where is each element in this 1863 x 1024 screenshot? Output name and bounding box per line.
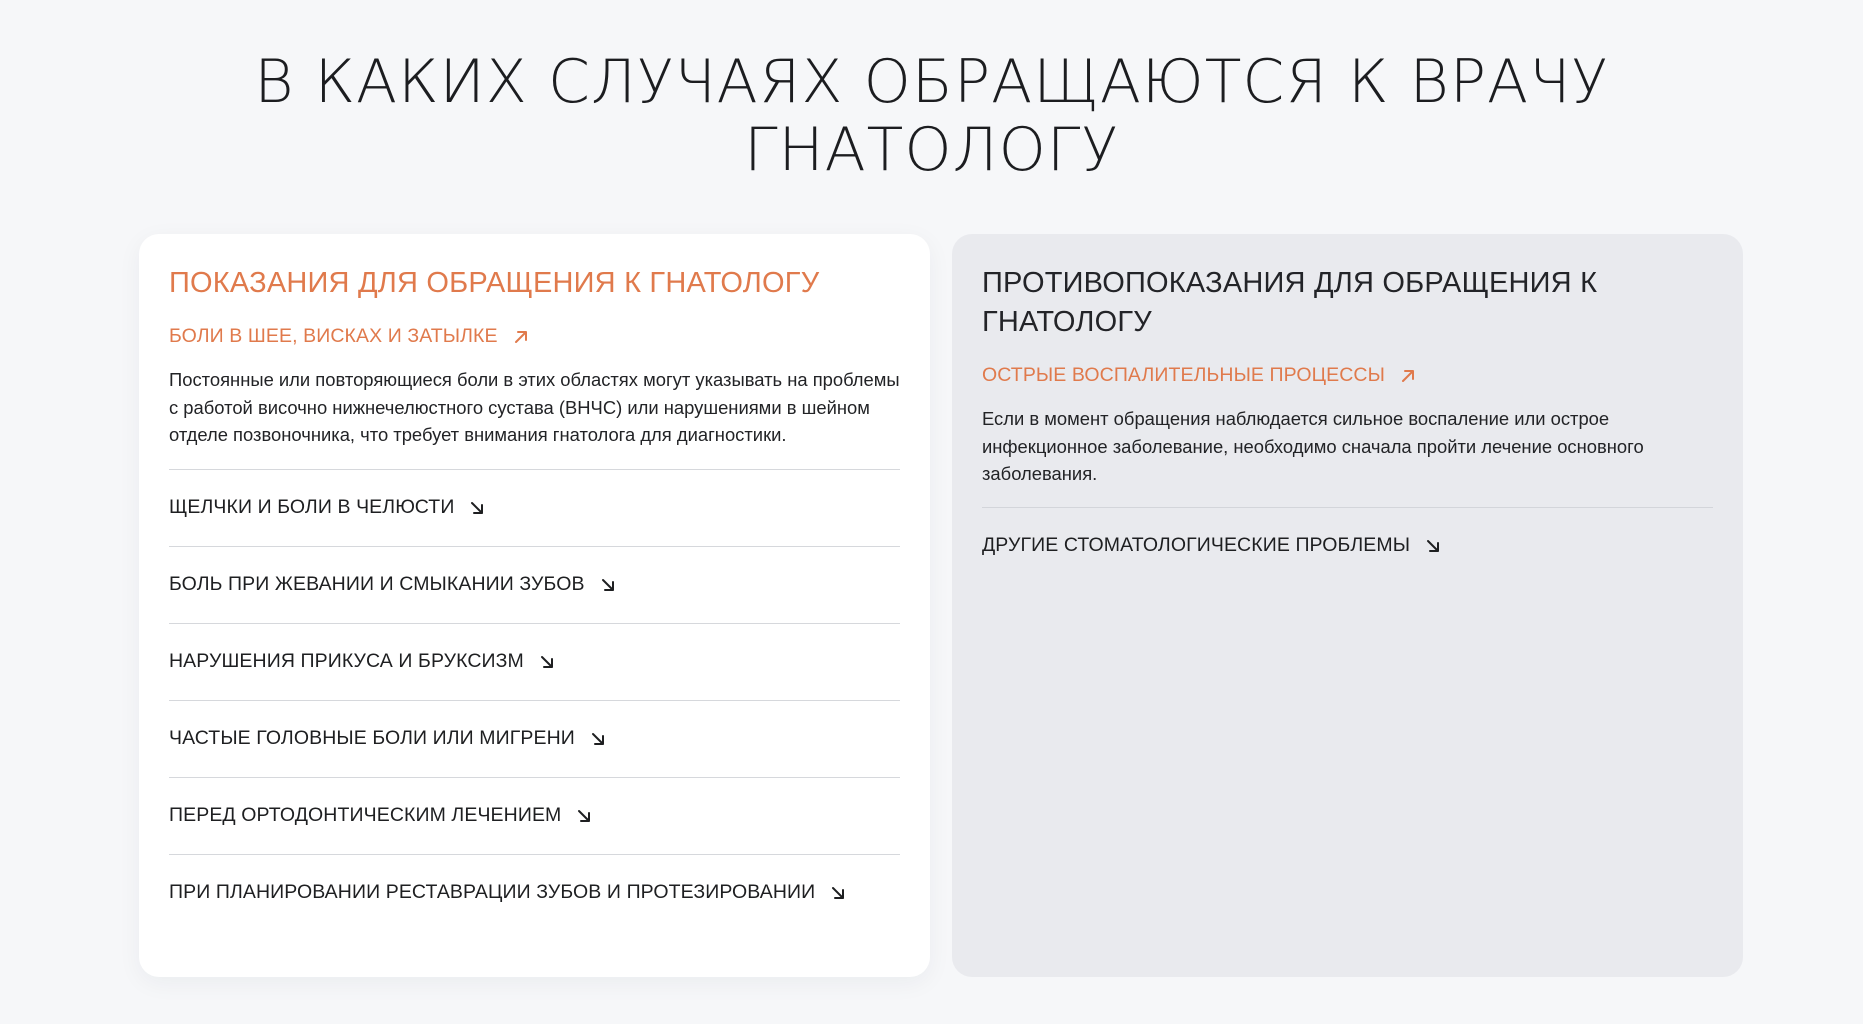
indication-toggle-neck-pain[interactable] (169, 325, 900, 348)
contraindications-list (982, 364, 1713, 584)
contraindication-toggle-other-dental[interactable] (982, 508, 1713, 584)
indication-item-chewing-pain (169, 547, 900, 624)
arrow-down-right-icon (589, 730, 607, 748)
page-title-line-2: ГНАТОЛОГУ (744, 115, 1119, 185)
arrow-down-right-icon (538, 653, 556, 671)
indications-list (169, 325, 900, 931)
contraindication-item-other-dental (982, 508, 1713, 584)
contraindication-toggle-acute-inflammation[interactable] (982, 364, 1713, 387)
indication-label: ПРИ ПЛАНИРОВАНИИ РЕСТАВРАЦИИ ЗУБОВ И ПРОТЕЗИРОВАНИИ (169, 881, 816, 903)
arrow-up-right-icon (1399, 367, 1417, 385)
indication-toggle-headaches[interactable] (169, 701, 900, 777)
arrow-down-right-icon (575, 807, 593, 825)
contraindication-label: ДРУГИЕ СТОМАТОЛОГИЧЕСКИЕ ПРОБЛЕМЫ (982, 534, 1411, 556)
indication-toggle-jaw-clicks[interactable] (169, 470, 900, 546)
page-title-line-1: В КАКИХ СЛУЧАЯХ ОБРАЩАЮТСЯ К ВРАЧУ (254, 47, 1609, 117)
page-title (0, 48, 1863, 184)
contraindication-item-acute-inflammation (982, 364, 1713, 508)
indication-item-before-orthodontic (169, 778, 900, 855)
indication-item-headaches (169, 701, 900, 778)
arrow-down-right-icon (829, 884, 847, 902)
indication-description: Постоянные или повторяющиеся боли в этих областях могут указывать на проблемы с работой височно нижнечелюстного сустава (ВНЧС) или нарушениями в шейном отделе позвоночника, что требует внимания гнатолога для диагностики. (169, 369, 900, 445)
contraindications-card (952, 234, 1743, 977)
contraindications-title: ПРОТИВОПОКАЗАНИЯ ДЛЯ ОБРАЩЕНИЯ К ГНАТОЛОГУ (982, 267, 1598, 338)
contraindication-description: Если в момент обращения наблюдается сильное воспаление или острое инфекционное заболевание, необходимо сначала пройти лечение основного заболевания. (982, 408, 1644, 484)
arrow-down-right-icon (1424, 537, 1442, 555)
indication-label: ЧАСТЫЕ ГОЛОВНЫЕ БОЛИ ИЛИ МИГРЕНИ (169, 727, 575, 749)
indication-toggle-restoration[interactable] (169, 855, 900, 931)
indication-label: НАРУШЕНИЯ ПРИКУСА И БРУКСИЗМ (169, 650, 524, 672)
arrow-down-right-icon (468, 499, 486, 517)
indication-label: ЩЕЛЧКИ И БОЛИ В ЧЕЛЮСТИ (169, 496, 455, 518)
indication-item-restoration (169, 855, 900, 931)
indication-toggle-bite-bruxism[interactable] (169, 624, 900, 700)
indication-label: ПЕРЕД ОРТОДОНТИЧЕСКИМ ЛЕЧЕНИЕМ (169, 804, 562, 826)
indication-item-jaw-clicks (169, 470, 900, 547)
contraindication-label: ОСТРЫЕ ВОСПАЛИТЕЛЬНЫЕ ПРОЦЕССЫ (982, 364, 1385, 386)
indication-item-neck-pain (169, 325, 900, 470)
indication-label: БОЛИ В ШЕЕ, ВИСКАХ И ЗАТЫЛКЕ (169, 325, 498, 347)
arrow-up-right-icon (512, 328, 530, 346)
indication-label: БОЛЬ ПРИ ЖЕВАНИИ И СМЫКАНИИ ЗУБОВ (169, 573, 585, 595)
indications-title: ПОКАЗАНИЯ ДЛЯ ОБРАЩЕНИЯ К ГНАТОЛОГУ (169, 267, 820, 299)
indication-toggle-before-orthodontic[interactable] (169, 778, 900, 854)
indications-card (139, 234, 930, 977)
indication-toggle-chewing-pain[interactable] (169, 547, 900, 623)
arrow-down-right-icon (599, 576, 617, 594)
indication-item-bite-bruxism (169, 624, 900, 701)
